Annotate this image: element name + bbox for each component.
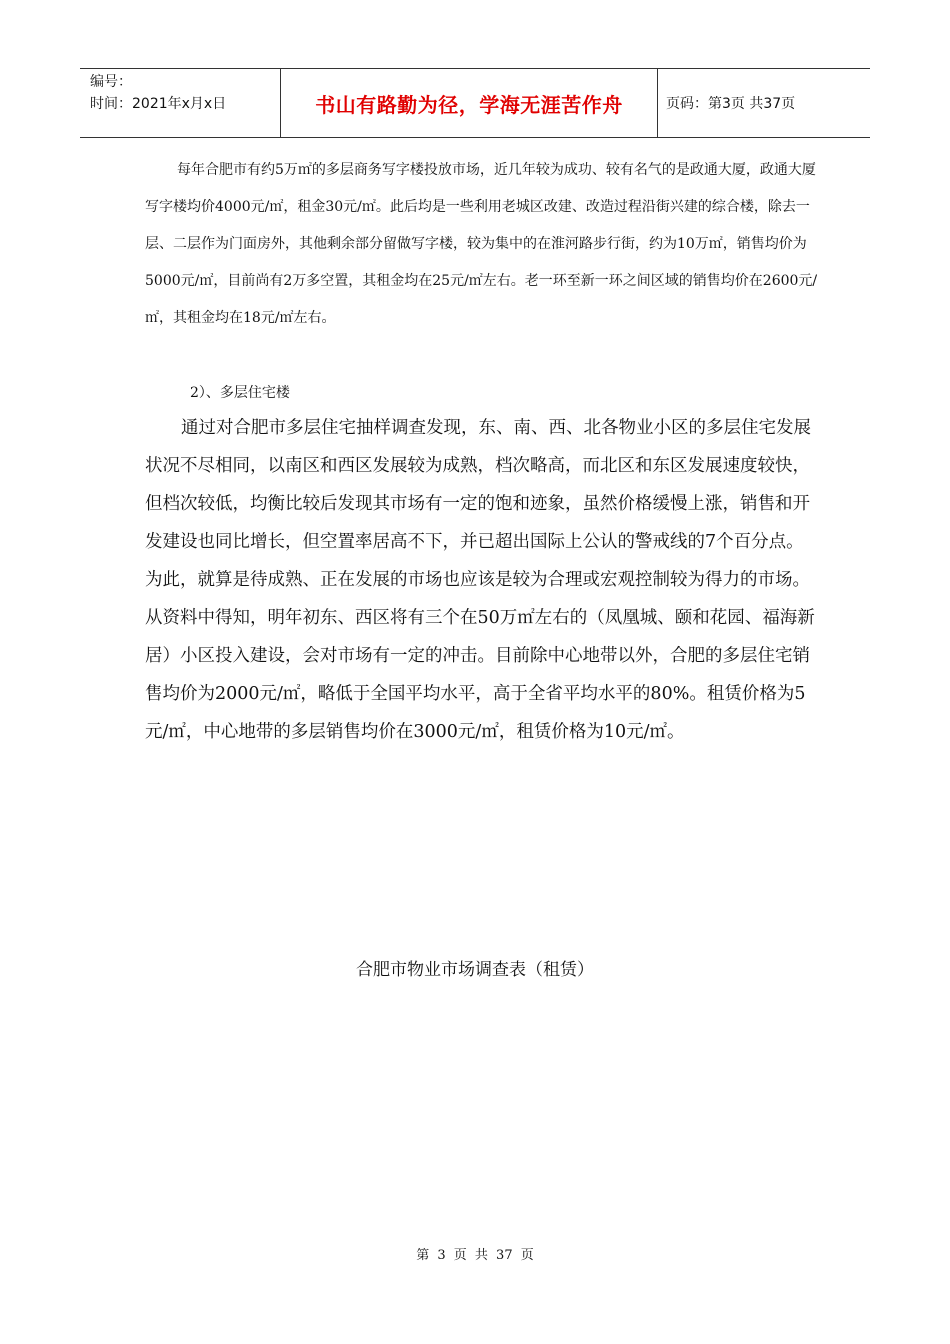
office-market-paragraph: 每年合肥市有约5万㎡的多层商务写字楼投放市场，近几年较为成功、较有名气的是政通大厦，政通大厦写字楼均价4000元/㎡，租金30元/㎡。此后均是一些利用老城区改建、改造过程沿街兴建的综合楼，除去一层、二层作为门面房外，其他剩余部分留做写字楼，较为集中的在淮河路步行街，约为10万㎡，销售均价为5000元/㎡，目前尚有2万多空置，其租金均在25元/㎡左右。老一环至新一环之间区域的销售均价在2600元/㎡，其租金均在18元/㎡左右。 [145,162,818,326]
header-page-info: 页码：第3页 共37页 [666,96,796,112]
code-label: 编号： [90,74,132,90]
residential-market-paragraph: 通过对合肥市多层住宅抽样调查发现，东、南、西、北各物业小区的多层住宅发展状况不尽相同，以南区和西区发展较为成熟，档次略高，而北区和东区发展速度较快，但档次较低，均衡比较后发现其市场有一定的饱和迹象，虽然价格缓慢上涨，销售和开发建设也同比增长，但空置率居高不下，并已超出国际上公认的警戒线的7个百分点。为此，就算是待成熟、正在发展的市场也应该是较为合理或宏观控制较为得力的市场。从资料中得知，明年初东、西区将有三个在50万㎡左右的（凤凰城、颐和花园、福海新居）小区投入建设，会对市场有一定的冲击。目前除中心地带以外，合肥的多层住宅销售均价为2000元/㎡，略低于全国平均水平，高于全省平均水平的80%。租赁价格为5元/㎡，中心地带的多层销售均价在3000元/㎡，租赁价格为10元/㎡。 [145,418,815,742]
header-meta [80,69,280,137]
section-subheading: 2）、多层住宅楼 [190,385,290,401]
page-header [80,68,870,138]
header-motto: 书山有路勤为径，学海无涯苦作舟 [280,69,658,137]
date-line: 时间：2021年x月x日 [90,96,227,112]
page-footer: 第 3 页 共 37 页 [416,1248,534,1263]
table-title: 合肥市物业市场调查表（租赁） [356,960,594,980]
